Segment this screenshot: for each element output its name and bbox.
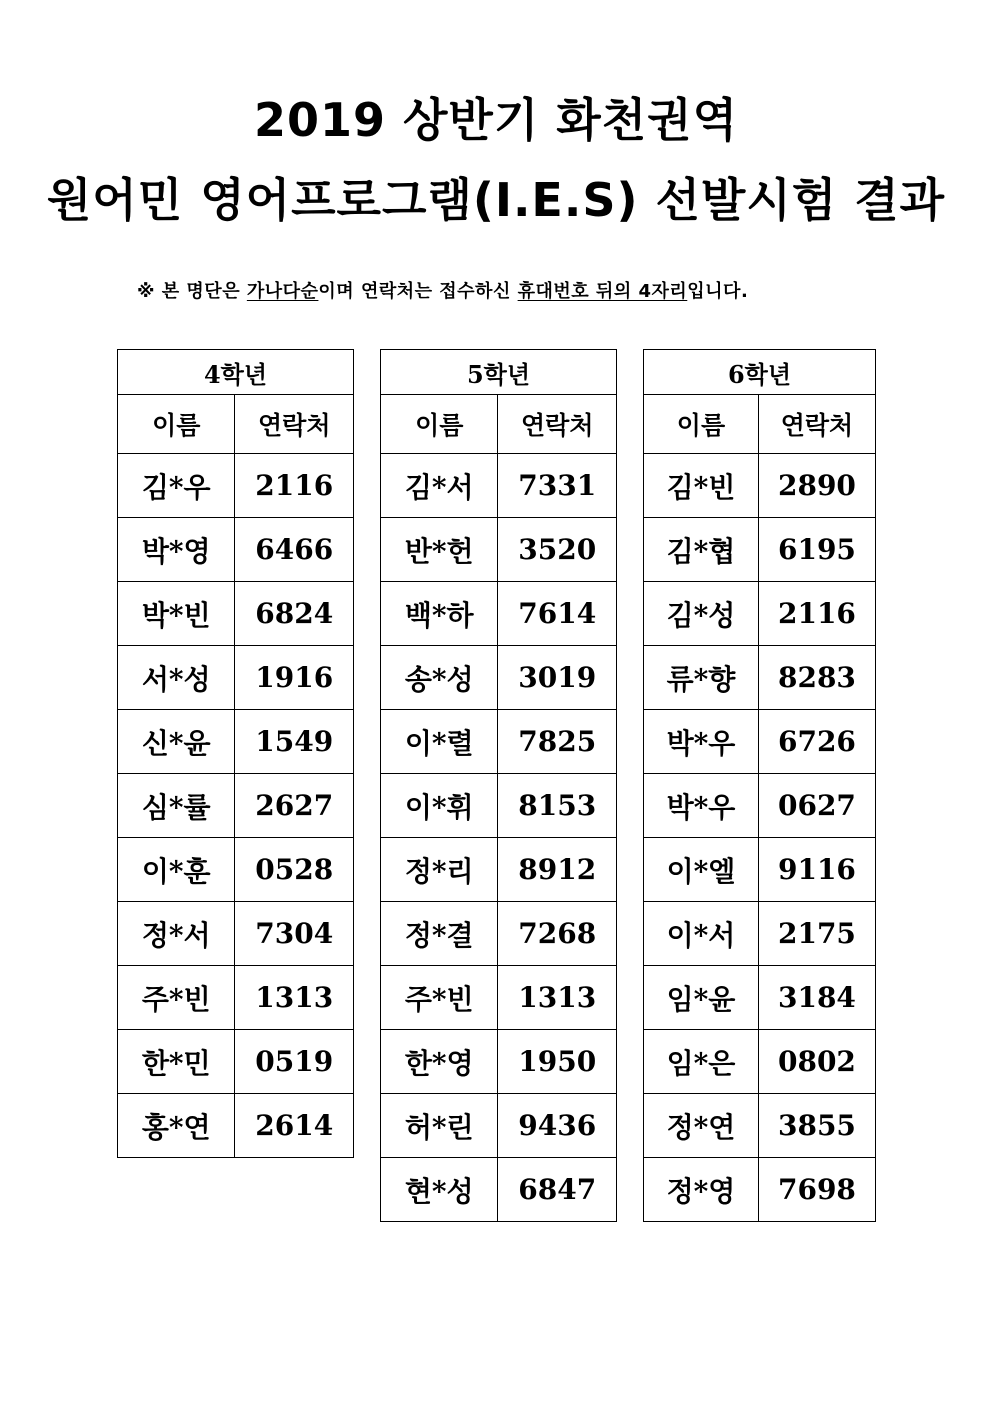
contact-digits: 7825 [498, 710, 617, 774]
table-row [644, 838, 876, 902]
table-row [118, 966, 354, 1030]
grade-4-table [117, 349, 354, 1158]
contact-digits: 9436 [498, 1094, 617, 1158]
student-name: 임*윤 [644, 966, 759, 1030]
contact-digits: 7614 [498, 582, 617, 646]
student-name: 신*윤 [118, 710, 235, 774]
student-name: 정*결 [381, 902, 498, 966]
table-row [381, 774, 617, 838]
table-row [118, 646, 354, 710]
table-row [118, 774, 354, 838]
table-row [381, 902, 617, 966]
contact-digits: 3184 [758, 966, 875, 1030]
student-name: 홍*연 [118, 1094, 235, 1158]
table-row [381, 1158, 617, 1222]
table-row [381, 710, 617, 774]
contact-digits: 1313 [235, 966, 354, 1030]
student-name: 김*서 [381, 454, 498, 518]
student-name: 이*렬 [381, 710, 498, 774]
grade-4-title: 4학년 [118, 350, 354, 395]
student-name: 이*서 [644, 902, 759, 966]
contact-digits: 8283 [758, 646, 875, 710]
contact-digits: 0802 [758, 1030, 875, 1094]
table-row [644, 518, 876, 582]
contact-digits: 2175 [758, 902, 875, 966]
table-row [118, 582, 354, 646]
student-name: 이*휘 [381, 774, 498, 838]
name-column-header: 이름 [118, 395, 235, 454]
student-name: 김*협 [644, 518, 759, 582]
contact-digits: 7331 [498, 454, 617, 518]
student-name: 정*서 [118, 902, 235, 966]
contact-column-header: 연락처 [235, 395, 354, 454]
table-row [644, 1094, 876, 1158]
page-title-line-2: 원어민 영어프로그램(I.E.S) 선발시험 결과 [46, 173, 946, 227]
student-name: 김*빈 [644, 454, 759, 518]
table-row [644, 1030, 876, 1094]
student-name: 주*빈 [381, 966, 498, 1030]
table-row [644, 1158, 876, 1222]
student-name: 박*영 [118, 518, 235, 582]
contact-digits: 0528 [235, 838, 354, 902]
contact-digits: 2614 [235, 1094, 354, 1158]
grade-6-table [643, 349, 876, 1222]
table-row [118, 838, 354, 902]
notice-prefix: ※ 본 명단은 [137, 281, 247, 302]
contact-digits: 2627 [235, 774, 354, 838]
name-column-header: 이름 [644, 395, 759, 454]
contact-digits: 6824 [235, 582, 354, 646]
contact-digits: 3855 [758, 1094, 875, 1158]
grade-6-title: 6학년 [644, 350, 876, 395]
table-row [644, 710, 876, 774]
contact-digits: 7304 [235, 902, 354, 966]
student-name: 김*성 [644, 582, 759, 646]
table-row [644, 646, 876, 710]
contact-digits: 1313 [498, 966, 617, 1030]
contact-digits: 1950 [498, 1030, 617, 1094]
student-name: 박*우 [644, 710, 759, 774]
student-name: 백*하 [381, 582, 498, 646]
contact-digits: 0519 [235, 1030, 354, 1094]
contact-digits: 6195 [758, 518, 875, 582]
student-name: 주*빈 [118, 966, 235, 1030]
student-name: 한*민 [118, 1030, 235, 1094]
notice-phone-info: 휴대번호 뒤의 4자리 [517, 281, 688, 302]
name-column-header: 이름 [381, 395, 498, 454]
table-row [381, 838, 617, 902]
contact-digits: 7698 [758, 1158, 875, 1222]
student-name: 박*빈 [118, 582, 235, 646]
student-name: 김*우 [118, 454, 235, 518]
contact-digits: 6726 [758, 710, 875, 774]
contact-digits: 1916 [235, 646, 354, 710]
contact-digits: 0627 [758, 774, 875, 838]
contact-digits: 8912 [498, 838, 617, 902]
student-name: 정*영 [644, 1158, 759, 1222]
notice [137, 279, 748, 305]
table-row [118, 902, 354, 966]
student-name: 송*성 [381, 646, 498, 710]
table-row [381, 966, 617, 1030]
contact-column-header: 연락처 [498, 395, 617, 454]
contact-digits: 2890 [758, 454, 875, 518]
notice-sort-order: 가나다순 [246, 281, 319, 302]
contact-digits: 6466 [235, 518, 354, 582]
student-name: 류*향 [644, 646, 759, 710]
grade-4-rows [118, 454, 354, 1158]
table-row [644, 902, 876, 966]
student-name: 정*연 [644, 1094, 759, 1158]
contact-digits: 8153 [498, 774, 617, 838]
student-name: 임*은 [644, 1030, 759, 1094]
table-row [381, 454, 617, 518]
student-name: 반*헌 [381, 518, 498, 582]
table-row [644, 774, 876, 838]
contact-digits: 9116 [758, 838, 875, 902]
table-row [644, 966, 876, 1030]
table-row [118, 710, 354, 774]
table-row [381, 1094, 617, 1158]
student-name: 이*훈 [118, 838, 235, 902]
student-name: 이*엘 [644, 838, 759, 902]
table-row [118, 518, 354, 582]
contact-digits: 2116 [235, 454, 354, 518]
student-name: 현*성 [381, 1158, 498, 1222]
table-row [381, 582, 617, 646]
contact-digits: 7268 [498, 902, 617, 966]
table-row [118, 454, 354, 518]
table-row [381, 518, 617, 582]
table-row [381, 1030, 617, 1094]
table-row [644, 454, 876, 518]
contact-digits: 3520 [498, 518, 617, 582]
contact-digits: 3019 [498, 646, 617, 710]
notice-middle: 이며 연락처는 접수하신 [318, 281, 518, 302]
contact-digits: 6847 [498, 1158, 617, 1222]
grade-5-table [380, 349, 617, 1222]
contact-digits: 2116 [758, 582, 875, 646]
student-name: 정*리 [381, 838, 498, 902]
page-title-line-1: 2019 상반기 화천권역 [253, 93, 739, 147]
notice-suffix: 입니다. [687, 281, 749, 302]
grade-6-rows [644, 454, 876, 1222]
table-row [381, 646, 617, 710]
table-row [118, 1094, 354, 1158]
student-name: 심*률 [118, 774, 235, 838]
grade-5-title: 5학년 [381, 350, 617, 395]
student-name: 박*우 [644, 774, 759, 838]
student-name: 한*영 [381, 1030, 498, 1094]
student-name: 허*린 [381, 1094, 498, 1158]
grade-5-rows [381, 454, 617, 1222]
table-row [118, 1030, 354, 1094]
contact-column-header: 연락처 [758, 395, 875, 454]
contact-digits: 1549 [235, 710, 354, 774]
table-row [644, 582, 876, 646]
student-name: 서*성 [118, 646, 235, 710]
